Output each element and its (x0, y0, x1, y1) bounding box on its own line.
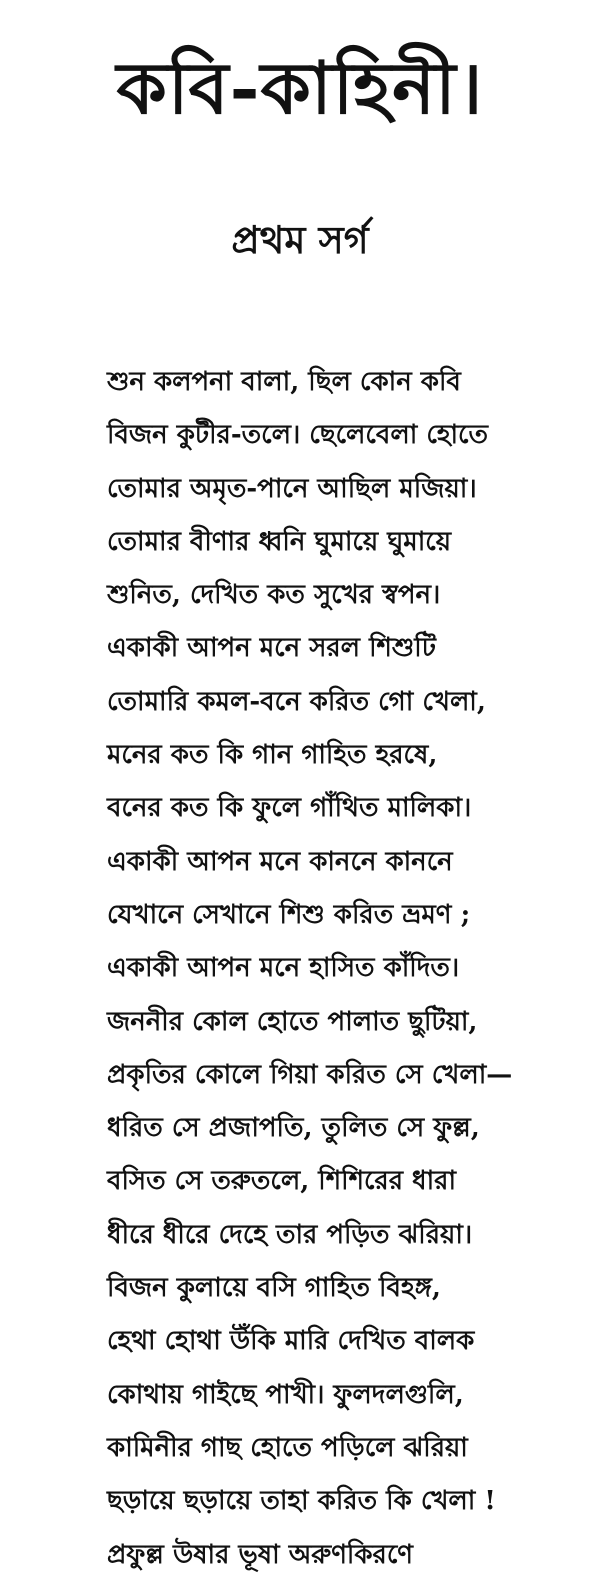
poem-line: হেথা হোথা উঁকি মারি দেখিত বালক (107, 1326, 475, 1357)
section-heading: প্রথম সর্গ (231, 217, 369, 262)
poem-line: কোথায় গাইছে পাখী। ফুলদলগুলি, (107, 1379, 464, 1410)
poem-line: বনের কত কি ফুলে গাঁথিত মালিকা। (107, 793, 472, 824)
poem-line: তোমার বীণার ধ্বনি ঘুমায়ে ঘুমায়ে (107, 526, 452, 557)
poem-line: একাকী আপন মনে কাননে কাননে (107, 846, 453, 877)
poem-line: তোমারি কমল-বনে করিত গো খেলা, (107, 686, 486, 717)
poem-line: যেখানে সেখানে শিশু করিত ভ্রমণ ; (107, 899, 471, 930)
poem-line: বসিত সে তরুতলে, শিশিরের ধারা (107, 1166, 457, 1197)
poem-line: কামিনীর গাছ হোতে পড়িলে ঝরিয়া (107, 1432, 468, 1463)
poem-line: বিজন কুলায়ে বসি গাহিত বিহঙ্গ, (107, 1273, 441, 1304)
poem-line: মনের কত কি গান গাহিত হরষে, (107, 740, 438, 771)
poem-line: বিজন কুটীর-তলে। ছেলেবেলা হোতে (107, 420, 489, 451)
poem-line: জননীর কোল হোতে পালাত ছুটিয়া, (107, 1006, 478, 1037)
poem-line: তোমার অমৃত-পানে আছিল মজিয়া। (107, 473, 477, 504)
poem-line: প্রফুল্ল উষার ভূষা অরুণকিরণে (107, 1539, 414, 1570)
poem-line: শুনিত, দেখিত কত সুখের স্বপন। (107, 580, 441, 611)
poem-line: ধীরে ধীরে দেহে তার পড়িত ঝরিয়া। (107, 1219, 473, 1250)
poem-line: ছড়ায়ে ছড়ায়ে তাহা করিত কি খেলা ! (107, 1486, 496, 1517)
poem-line: প্রকৃতির কোলে গিয়া করিত সে খেলা— (107, 1059, 513, 1090)
page-title: কবি-কাহিনী। (116, 45, 484, 130)
poem-line: শুন কলপনা বালা, ছিল কোন কবি (107, 367, 461, 397)
poem-line: একাকী আপন মনে সরল শিশুটি (107, 633, 436, 664)
poem-body (107, 356, 577, 1582)
poem-line: ধরিত সে প্রজাপতি, তুলিত সে ফুল্ল, (107, 1113, 480, 1144)
poem-line: একাকী আপন মনে হাসিত কাঁদিত। (107, 953, 460, 984)
